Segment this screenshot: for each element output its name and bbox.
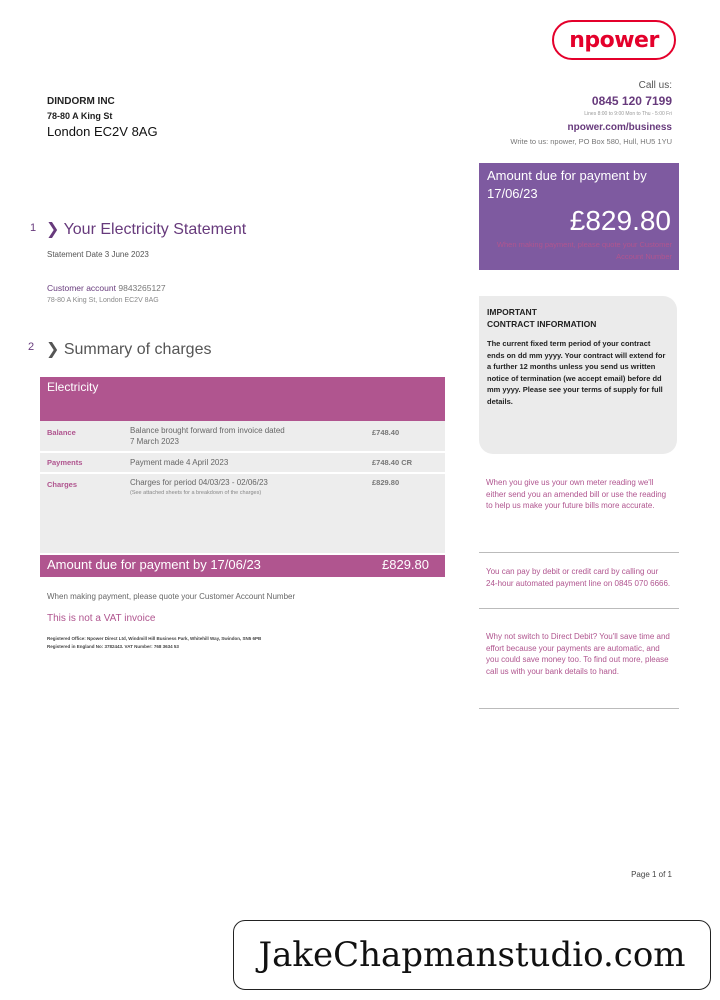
amount-due-bar-label: Amount due for payment by 17/06/23 xyxy=(47,557,261,572)
row-value: £748.40 CR xyxy=(372,458,413,467)
row-divider xyxy=(40,472,445,474)
row-value: £748.40 xyxy=(372,428,400,437)
watermark-text: JakeChapmanstudio.com xyxy=(258,935,686,975)
section-1-title: ❯ Your Electricity Statement xyxy=(46,221,247,238)
row-desc-line-2: 7 March 2023 xyxy=(130,437,179,446)
row-label: Balance xyxy=(47,428,76,437)
important-heading-1: IMPORTANT xyxy=(487,307,537,317)
row-label: Charges xyxy=(47,480,78,489)
section-2-number: 2 xyxy=(28,341,35,353)
amount-due-bar-value: £829.80 xyxy=(382,557,429,572)
customer-account xyxy=(47,283,166,293)
important-body: The current fixed term period of your contract ends on dd mm yyyy. Your contract will extend for a further 12 months unless you send us written notice of termination (we accept email) before dd mm yyyy. Please see your terms of supply for full details. xyxy=(487,339,666,406)
registration-info xyxy=(47,635,261,651)
phone-number: 0845 120 7199 xyxy=(591,94,672,108)
postal-address: Write to us: npower, PO Box 580, Hull, HU5 1YU xyxy=(510,137,672,146)
amount-due-value: £829.80 xyxy=(569,205,671,236)
address-line-2: 78-80 A King St xyxy=(47,111,113,121)
address-line-1: DINDORM INC xyxy=(47,96,115,107)
customer-address-block xyxy=(47,95,158,139)
electricity-header-label: Electricity xyxy=(47,380,99,394)
address-line-3: London EC2V 8AG xyxy=(47,124,158,139)
not-vat-invoice: This is not a VAT invoice xyxy=(47,613,156,624)
electricity-header xyxy=(40,377,445,421)
contact-block xyxy=(510,80,672,146)
important-heading-2: CONTRACT INFORMATION xyxy=(487,319,597,329)
section-2-title: ❯ Summary of charges xyxy=(46,341,212,358)
card-payment-note: You can pay by debit or credit card by calling our 24-hour automated payment line on 0845 070 6666. xyxy=(486,567,671,588)
statement-date: Statement Date 3 June 2023 xyxy=(47,250,149,259)
charges-table xyxy=(40,421,445,553)
amount-due-note: When making payment, please quote your Customer Account Number xyxy=(496,240,672,261)
row-description: Payment made 4 April 2023 xyxy=(130,458,229,467)
row-description xyxy=(130,425,285,447)
page-number: Page 1 of 1 xyxy=(631,870,672,879)
logo-text: npower xyxy=(569,27,659,53)
amount-due-bar xyxy=(40,555,445,577)
direct-debit-note: Why not switch to Direct Debit? You'll save time and effort because your payments are automatic, and you could save money too. To find out more, please call us with your bank details to hand. xyxy=(486,632,670,676)
meter-reading-note: When you give us your own meter reading we'll either send you an amended bill or use the reading to help us make your future bills more accurate. xyxy=(486,478,667,510)
website-link[interactable]: npower.com/business xyxy=(567,122,672,133)
amount-due-title: Amount due for payment by 17/06/23 xyxy=(487,168,647,201)
customer-account-number: 9843265127 xyxy=(118,283,166,293)
npower-logo xyxy=(552,20,676,60)
watermark-box xyxy=(233,920,711,990)
customer-account-label: Customer account xyxy=(47,283,116,293)
divider xyxy=(479,608,679,609)
phone-hours: Lines 8:00 to 9:00 Mon to Thu - 5:00 Fri xyxy=(584,111,672,117)
registration-line-1: Registered Office: Npower Direct Ltd, Windmill Hill Business Park, Whitehill Way, Swindon, SN5 6PB xyxy=(47,636,262,641)
row-desc-line-1: Charges for period 04/03/23 - 02/06/23 xyxy=(130,478,268,487)
amount-due-box xyxy=(479,163,679,270)
row-desc-line-1: Balance brought forward from invoice dated xyxy=(130,426,285,435)
divider xyxy=(479,552,679,553)
row-desc-line-2: (See attached sheets for a breakdown of the charges) xyxy=(130,490,262,496)
row-label: Payments xyxy=(47,458,83,467)
section-1-number: 1 xyxy=(30,222,37,234)
customer-site-address: 78-80 A King St, London EC2V 8AG xyxy=(47,297,159,304)
row-description xyxy=(130,477,268,499)
important-contract-box xyxy=(479,296,677,454)
divider xyxy=(479,708,679,709)
quote-note: When making payment, please quote your Customer Account Number xyxy=(47,592,296,601)
call-us-label: Call us: xyxy=(638,80,672,91)
registration-line-2: Registered in England No: 3782443. VAT Number: 768 3634 53 xyxy=(47,644,179,649)
row-divider xyxy=(40,451,445,453)
row-value: £829.80 xyxy=(372,478,400,487)
